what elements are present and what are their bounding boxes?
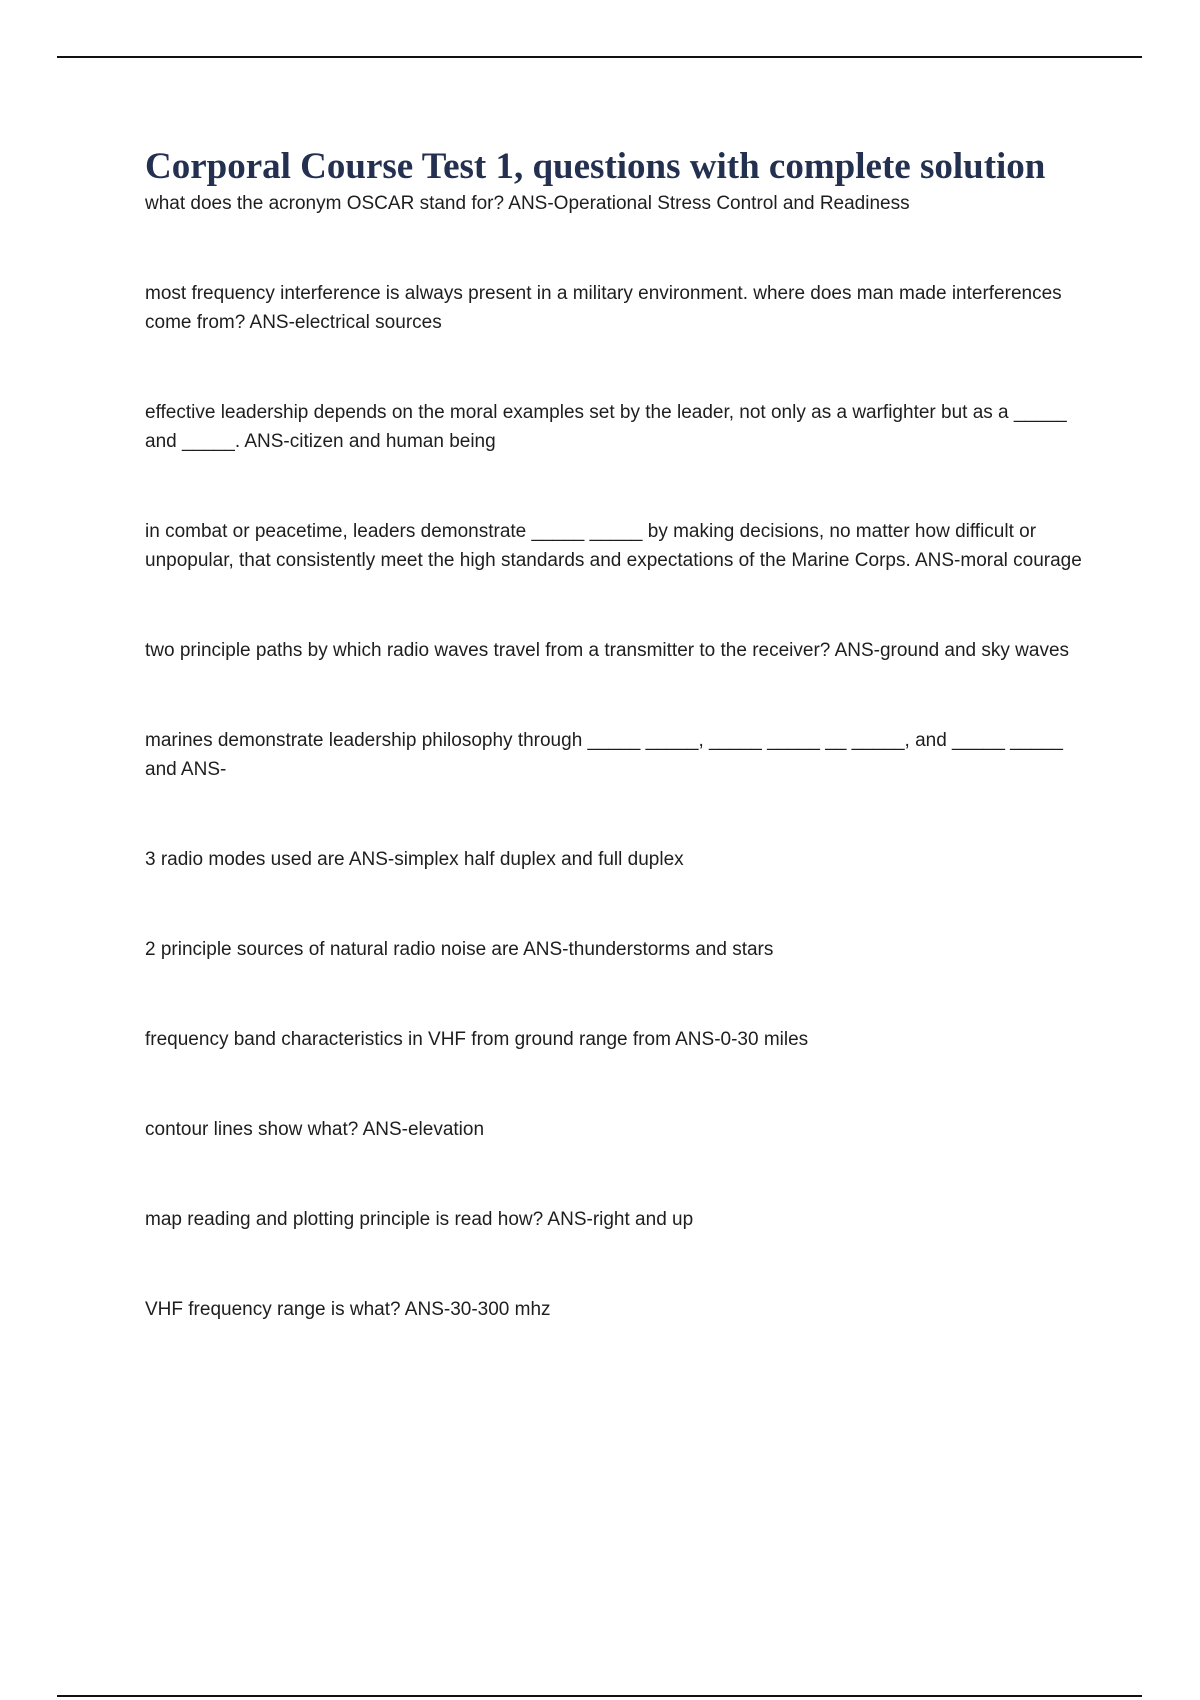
qa-item: two principle paths by which radio waves travel from a transmitter to the receiver? ANS-ground and sky waves [145,640,1070,661]
qa-item: 3 radio modes used are ANS-simplex half duplex and full duplex [145,849,684,870]
qa-item: map reading and plotting principle is read how? ANS-right and up [145,1209,694,1230]
qa-item: most frequency interference is always present in a military environment. where does man made interferences come from? ANS-electrical sources [145,283,1062,333]
header-rule [57,56,1142,58]
document-title: Corporal Course Test 1, questions with complete solution [145,146,1046,187]
qa-item: VHF frequency range is what? ANS-30-300 mhz [145,1299,551,1320]
qa-item: marines demonstrate leadership philosophy through _____ _____, _____ _____ __ _____, and _____ _____ and ANS- [145,730,1064,780]
qa-item: what does the acronym OSCAR stand for? ANS-Operational Stress Control and Readiness [145,193,910,214]
qa-item: in combat or peacetime, leaders demonstrate _____ _____ by making decisions, no matter how difficult or unpopular, that consistently meet the high standards and expectations of the Marine Corps. ANS-moral courage [145,521,1082,571]
qa-item: effective leadership depends on the moral examples set by the leader, not only as a warfighter but as a _____ and _____. ANS-citizen and human being [145,402,1067,452]
qa-item: 2 principle sources of natural radio noise are ANS-thunderstorms and stars [145,939,774,960]
qa-item: contour lines show what? ANS-elevation [145,1119,485,1140]
document-body [145,145,1085,1324]
qa-item: frequency band characteristics in VHF from ground range from ANS-0-30 miles [145,1029,809,1050]
footer-rule [57,1695,1142,1697]
